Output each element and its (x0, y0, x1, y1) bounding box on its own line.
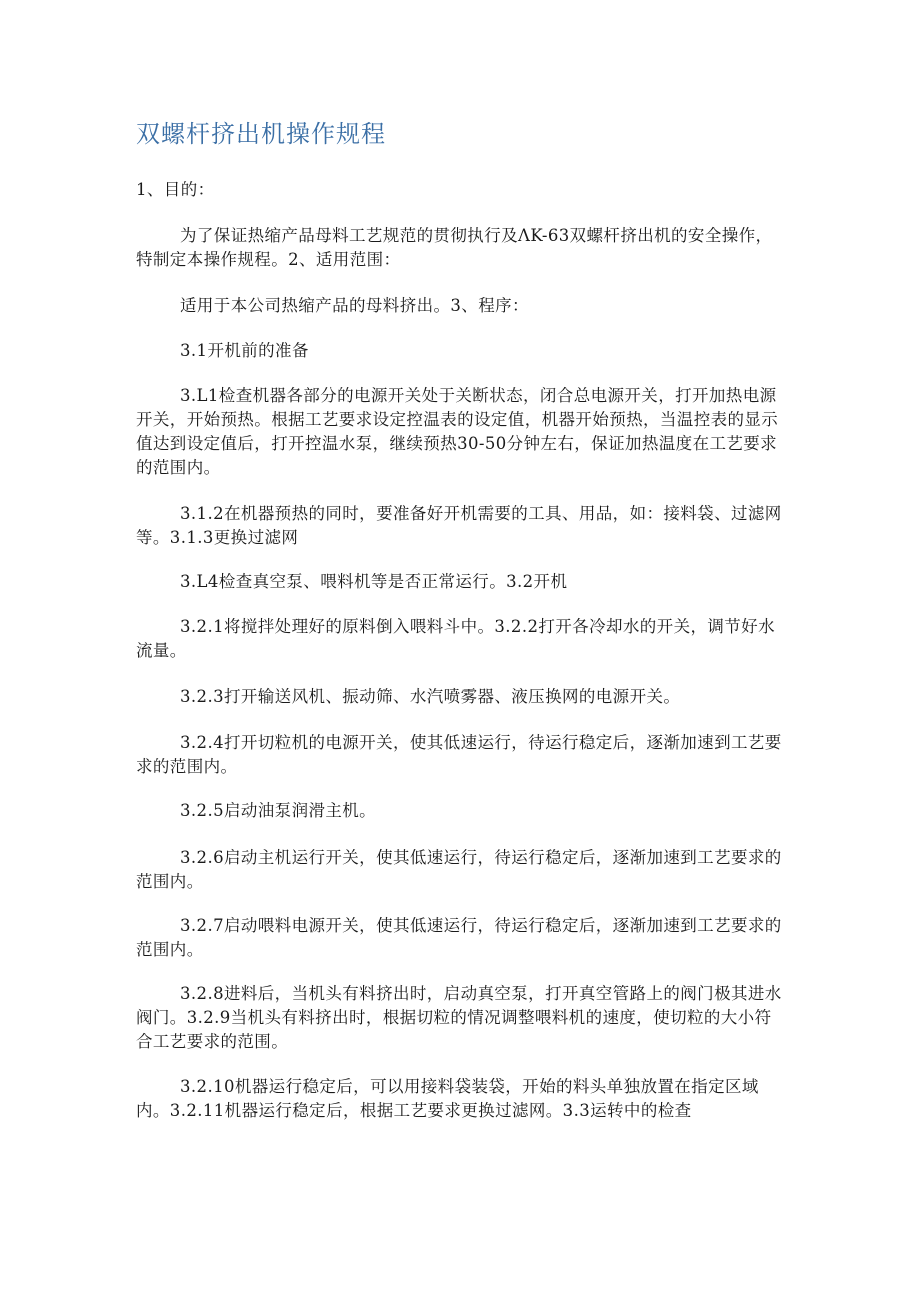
document-title: 双螺杆挤出机操作规程 (136, 120, 386, 148)
paragraph-3-2-10: 3.2.10机器运行稳定后，可以用接料袋装袋，开始的料头单独放置在指定区域内。3.2.11机器运行稳定后，根据工艺要求更换过滤网。3.3运转中的检查 (136, 1077, 759, 1120)
paragraph-3-2-7: 3.2.7启动喂料电源开关，使其低速运行，待运行稳定后，逐渐加速到工艺要求的范围内。 (136, 916, 782, 959)
paragraph-3-1-1: 3.L1检查机器各部分的电源开关处于关断状态，闭合总电源开关，打开加热电源开关，开始预热。根据工艺要求设定控温表的设定值，机器开始预热，当温控表的显示值达到设定值后，打开控温水泵，继续预热30-50分钟左右，保证加热温度在工艺要求的范围内。 (136, 386, 779, 477)
paragraph-3-2-1: 3.2.1将搅拌处理好的原料倒入喂料斗中。3.2.2打开各冷却水的开关，调节好水流量。 (136, 617, 775, 660)
paragraph-3-2-5: 3.2.5启动油泵润滑主机。 (180, 801, 377, 820)
paragraph-3-2-3: 3.2.3打开输送风机、振动筛、水汽喷雾器、液压换网的电源开关。 (180, 687, 681, 706)
paragraph-scope: 适用于本公司热缩产品的母料挤出。3、程序： (180, 296, 529, 315)
paragraph-3-2-8: 3.2.8进料后，当机头有料挤出时，启动真空泵，打开真空管路上的阀门极其进水阀门。3.2.9当机头有料挤出时，根据切粒的情况调整喂料机的速度，使切粒的大小符合工艺要求的范围。 (136, 984, 782, 1051)
section-purpose-heading: 1、目的： (136, 180, 215, 199)
paragraph-purpose: 为了保证热缩产品母料工艺规范的贯彻执行及ΛK-63双螺杆挤出机的安全操作，特制定本操作规程。2、适用范围： (136, 226, 773, 269)
paragraph-3-2-4: 3.2.4打开切粒机的电源开关，使其低速运行，待运行稳定后，逐渐加速到工艺要求的范围内。 (136, 733, 782, 776)
paragraph-3-1: 3.1开机前的准备 (180, 341, 309, 360)
paragraph-3-1-2: 3.1.2在机器预热的同时，要准备好开机需要的工具、用品，如：接料袋、过滤网等。3.1.3更换过滤网 (136, 504, 782, 547)
paragraph-3-1-4: 3.L4检查真空泵、喂料机等是否正常运行。3.2开机 (180, 572, 568, 591)
paragraph-3-2-6: 3.2.6启动主机运行开关，使其低速运行，待运行稳定后，逐渐加速到工艺要求的范围内。 (136, 848, 782, 891)
